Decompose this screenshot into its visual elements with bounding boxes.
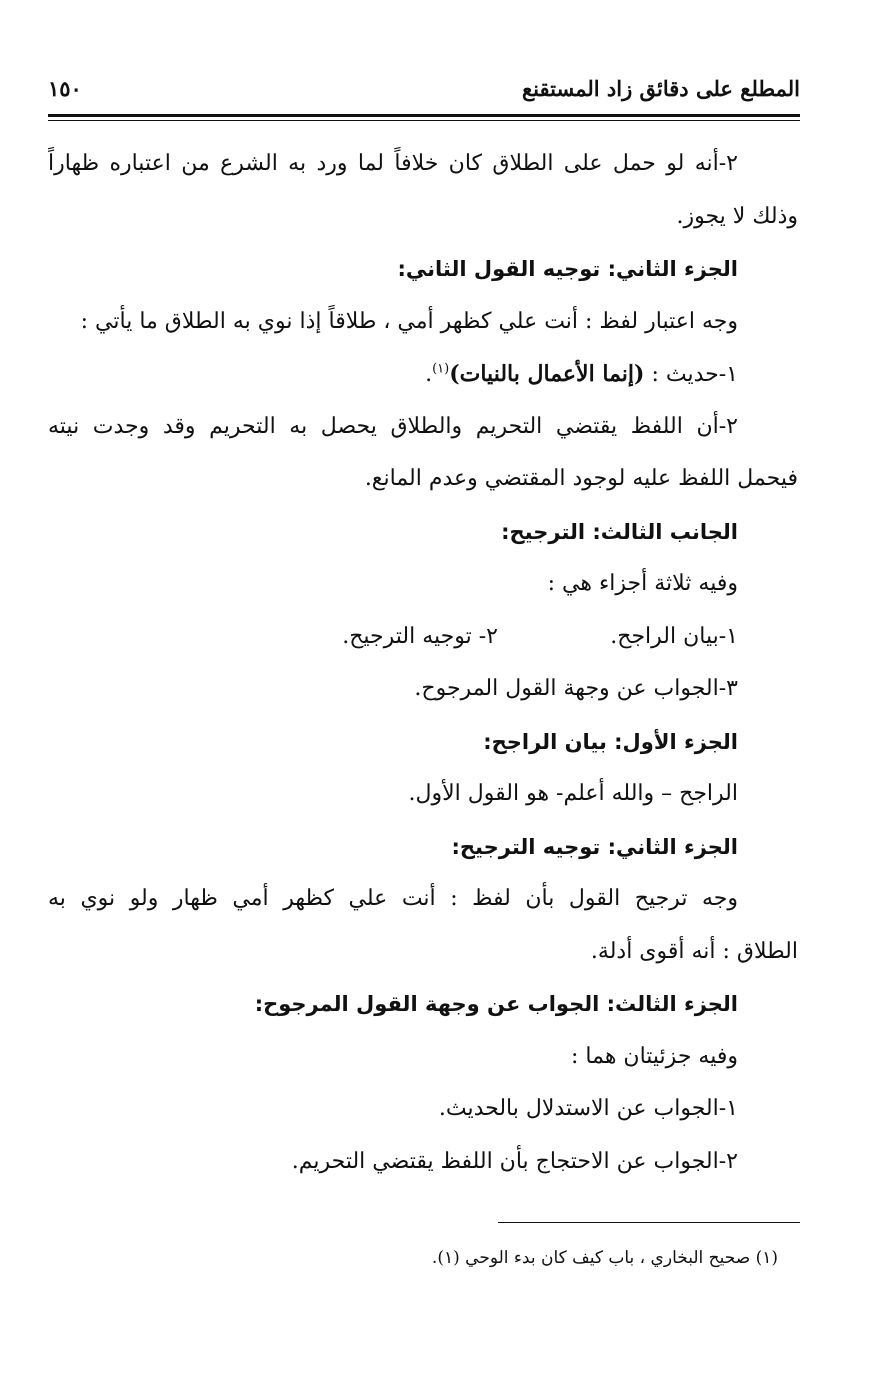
text-line: الراجح – والله أعلم- هو القول الأول. (408, 781, 738, 806)
section-heading: الجزء الأول: بيان الراجح: (483, 729, 738, 754)
section-heading: الجزء الثاني: توجيه القول الثاني: (397, 257, 738, 281)
list-item: ٣-الجواب عن وجهة القول المرجوح. (414, 676, 738, 701)
header-rule-thin (48, 120, 800, 121)
hadith-quote: (إنما الأعمال بالنيات) (449, 361, 645, 387)
list-item: ٢- توجيه الترجيح. (342, 623, 498, 649)
running-header (48, 72, 800, 112)
text-line: فيحمل اللفظ عليه لوجود المقتضي وعدم المانع. (364, 466, 798, 491)
list-item: ٢-الجواب عن الاحتجاج بأن اللفظ يقتضي التحريم. (291, 1148, 738, 1174)
list-item: ١-الجواب عن الاستدلال بالحديث. (438, 1096, 738, 1121)
text-line: ٢-أنه لو حمل على الطلاق كان خلافاً لما ورد به الشرع من اعتباره ظهاراً (48, 151, 738, 176)
text-line: وفيه جزئيتان هما : (571, 1043, 738, 1069)
text-line (48, 348, 768, 401)
section-heading: الجزء الثالث: الجواب عن وجهة القول المرجوح: (254, 992, 738, 1016)
text-line: وجه اعتبار لفظ : أنت علي كظهر أمي ، طلاقاً إذا نوي به الطلاق ما يأتي : (80, 308, 738, 334)
text-line (48, 611, 768, 664)
main-text (48, 138, 798, 1188)
list-item: ١-بيان الراجح. (610, 623, 738, 649)
page-number: ١٥٠ (48, 76, 82, 101)
footnote-rule (498, 1222, 800, 1223)
text-line: وفيه ثلاثة أجزاء هي : (547, 571, 738, 596)
text-line: الطلاق : أنه أقوى أدلة. (590, 938, 798, 964)
section-heading: الجزء الثاني: توجيه الترجيح: (451, 834, 738, 859)
book-title: المطلع على دقائق زاد المستقنع (521, 76, 800, 101)
text-line: وجه ترجيح القول بأن لفظ : أنت علي كظهر أمي ظهار ولو نوي به (48, 886, 738, 911)
period: . (425, 362, 433, 387)
footnote: (١) صحيح البخاري ، باب كيف كان بدء الوحي (١). (431, 1248, 778, 1268)
text-line: وذلك لا يجوز. (676, 203, 798, 229)
text-line: ٢-أن اللفظ يقتضي التحريم والطلاق يحصل به التحريم وقد وجدت نيته (48, 413, 738, 439)
section-heading: الجانب الثالث: الترجيح: (501, 519, 738, 544)
footnote-reference: (١) (432, 361, 450, 377)
hadith-intro: ١-حديث : (644, 362, 738, 387)
header-rule-thick (48, 114, 800, 117)
